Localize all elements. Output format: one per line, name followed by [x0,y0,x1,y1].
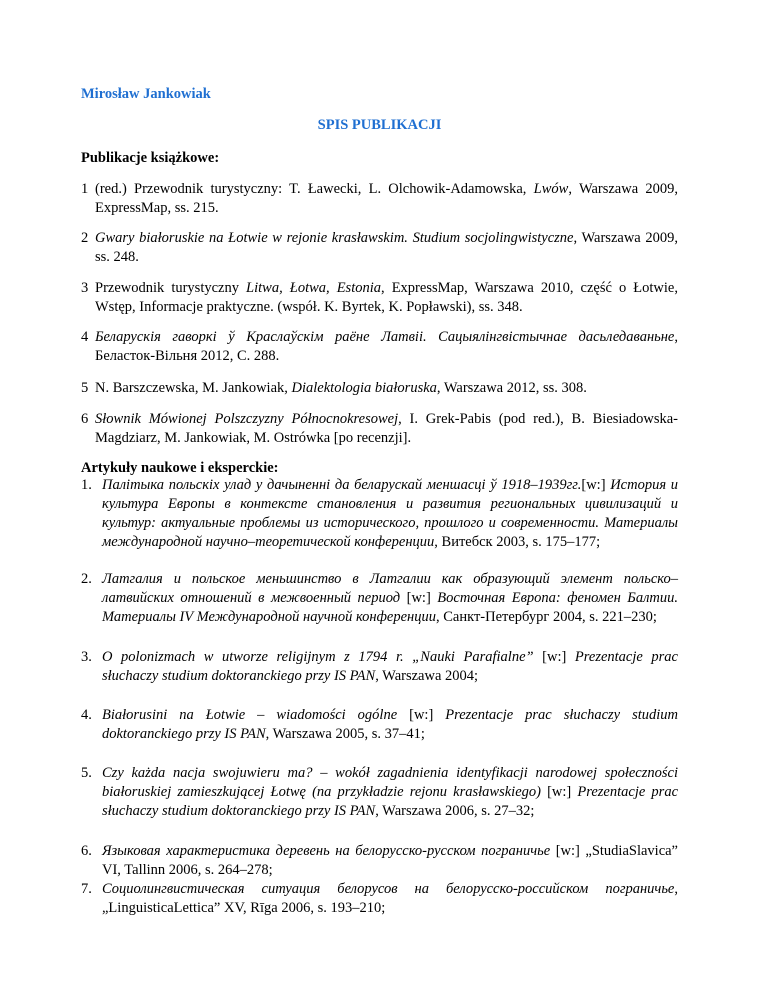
article-entry: 6. Языковая характеристика деревень на белорусско-русском пограничье [w:] „StudiaSlavica” VI, Tallinn 2006, s. 264–278; [81,843,678,878]
book-entry: 6 Słownik Mówionej Polszczyzny Północnokresowej, I. Grek-Pabis (pod red.), B. Biesiadowska-Magdziarz, M. Jankowiak, M. Ostrówka [po recenzji]. [81,411,679,446]
article-entry: 3. O polonizmach w utworze religijnym z 1794 r. „Nauki Parafialne” [w:] Prezentacje prac słuchaczy studium doktoranckiego przy IS PAN, Warszawa 2004; [81,649,678,684]
article-entry: 1. Палітыка польскіх улад у дачыненні да беларускай меншасці ў 1918–1939гг.[w:] История и культура Европы в контексте становления и развития региональных цивилизаций и культур: актуальные проблемы из исторического, прошлого и современности. Материалы международной научно–теоретической конференции, Витебск 2003, s. 175–177; [81,477,678,550]
book-entry: 3 Przewodnik turystyczny Litwa, Łotwa, Estonia, ExpressMap, Warszawa 2010, część o Łotwie, Wstęp, Informacje praktyczne. (współ. K. Byrtek, K. Popławski), ss. 348. [81,280,678,315]
book-entry: 2 Gwary białoruskie na Łotwie w rejonie krasławskim. Studium socjolingwistyczne, Warszawa 2009, ss. 248. [81,230,678,265]
document-title: SPIS PUBLIKACJI [317,117,442,133]
article-entry: 7. Социолингвистическая ситуация белорусов на белорусско-российском пограничье, „LinguisticaLettica” XV, Rīga 2006, s. 193–210; [81,881,678,916]
book-entry: 1 (red.) Przewodnik turystyczny: T. Ławecki, L. Olchowik-Adamowska, Lwów, Warszawa 2009, ExpressMap, ss. 215. [81,181,679,216]
author-name: Mirosław Jankowiak [81,86,211,102]
article-entry: 5. Czy każda nacja swojuwieru ma? – wokół zagadnienia identyfikacji narodowej społeczności białoruskiej zamieszkującej Łotwę (na przykładzie rejonu krasławskiego) [w:] Prezentacje prac słuchaczy studium doktoranckiego przy IS PAN, Warszawa 2006, s. 27–32; [81,765,679,819]
article-entry: 2. Латгалия и польское меньшинство в Латгалии как образующий элемент польско–латвийских отношений в межвоенный период [w:] Восточная Европа: феномен Балтии. Материалы IV Международной научной конференции, Санкт-Петербург 2004, s. 221–230; [81,571,678,625]
articles-heading: Artykuły naukowe i eksperckie: [81,460,279,476]
book-entry: 5 N. Barszczewska, M. Jankowiak, Dialektologia białoruska, Warszawa 2012, ss. 308. [81,380,587,396]
article-entry: 4. Białorusini na Łotwie – wiadomości ogólne [w:] Prezentacje prac słuchaczy studium doktoranckiego przy IS PAN, Warszawa 2005, s. 37–41; [81,707,678,742]
book-entry: 4 Беларускія гаворкі ў Краслаўскім раёне Латвіі. Сацыялінгвістычнае дасьледаваньне, Беласток-Вільня 2012, С. 288. [81,329,678,364]
books-heading: Publikacje książkowe: [81,150,220,166]
